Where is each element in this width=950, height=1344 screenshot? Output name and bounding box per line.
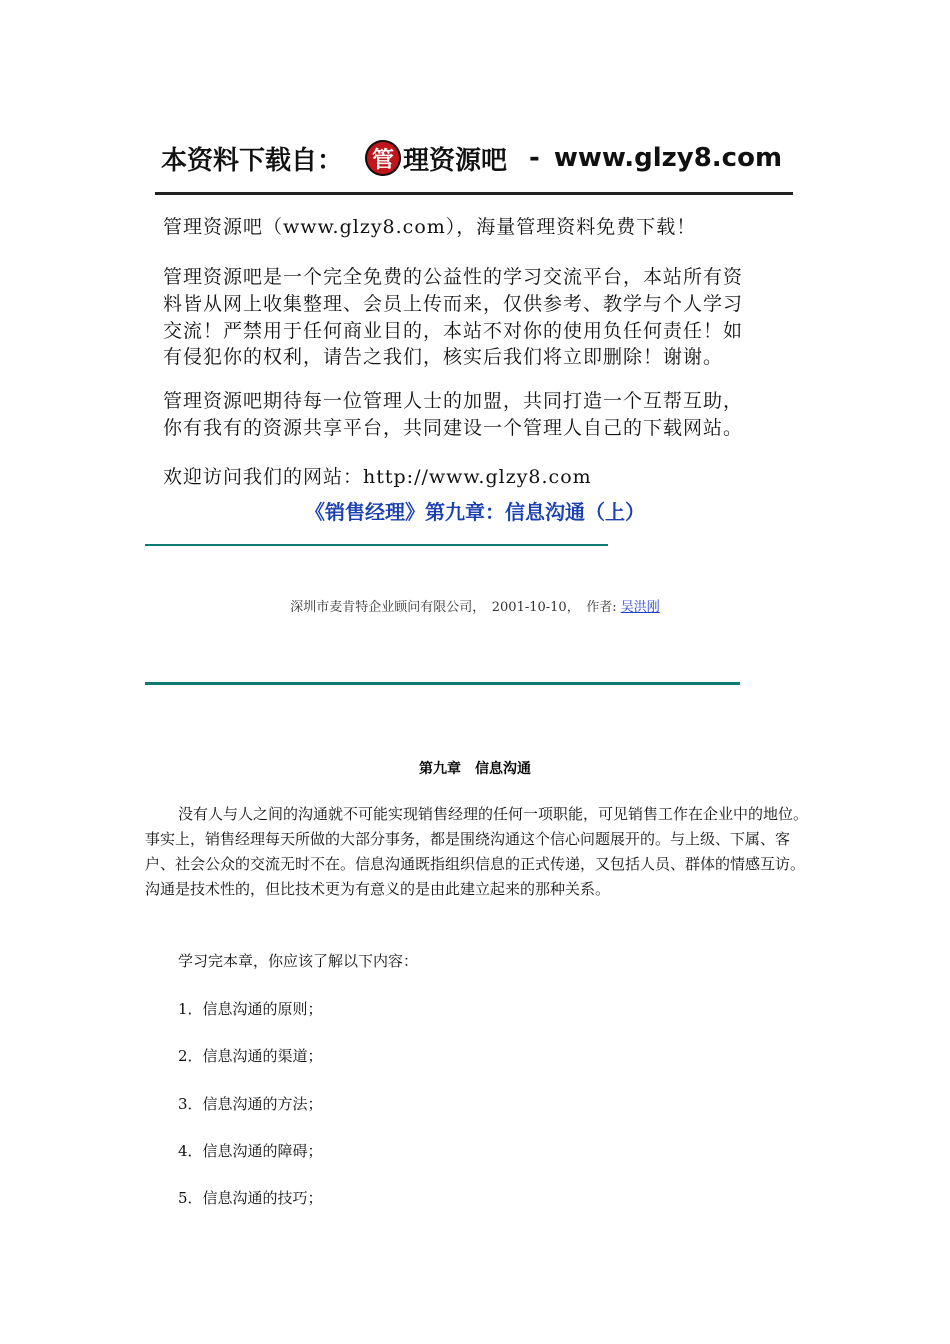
lead-in-text: 学习完本章，你应该了解以下内容： bbox=[178, 952, 419, 970]
meta-divider bbox=[145, 682, 740, 685]
banner-dash: - bbox=[529, 143, 540, 173]
download-banner bbox=[155, 128, 795, 490]
meta-text: 深圳市麦肯特企业顾问有限公司， 2001-10-10， 作者: bbox=[290, 600, 621, 615]
banner-disclaimer-line: 料皆从网上收集整理、会员上传而来，仅供参考、教学与个人学习 bbox=[163, 293, 744, 315]
list-item: 2．信息沟通的渠道； bbox=[178, 1047, 323, 1065]
list-item: 5．信息沟通的技巧； bbox=[178, 1189, 323, 1207]
author-link[interactable]: 吴洪刚 bbox=[620, 600, 660, 615]
banner-title-prefix: 本资料下载自： bbox=[161, 145, 344, 176]
banner-invite-line: 你有我有的资源共享平台，共同建设一个管理人自己的下载网站。 bbox=[163, 417, 744, 439]
banner-url: www.glzy8.com bbox=[553, 143, 783, 173]
banner-disclaimer-line: 有侵犯你的权利，请告之我们，核实后我们将立即删除！谢谢。 bbox=[163, 346, 724, 368]
banner-title bbox=[161, 136, 782, 180]
title-divider bbox=[145, 544, 608, 546]
article-meta bbox=[0, 596, 950, 615]
banner-disclaimer-line: 交流！严禁用于任何商业目的，本站不对你的使用负任何责任！如 bbox=[163, 320, 744, 342]
list-item: 4．信息沟通的障碍； bbox=[178, 1142, 323, 1160]
list-item: 3．信息沟通的方法； bbox=[178, 1095, 323, 1113]
banner-brand: 理资源吧 bbox=[403, 145, 508, 176]
banner-disclaimer-line: 管理资源吧是一个完全免费的公益性的学习交流平台，本站所有资 bbox=[163, 266, 744, 288]
banner-visit-line: 欢迎访问我们的网站：http://www.glzy8.com bbox=[163, 466, 592, 488]
chapter-heading: 第九章 信息沟通 bbox=[419, 761, 531, 777]
banner-divider bbox=[155, 192, 793, 195]
intro-paragraph: 没有人与人之间的沟通就不可能实现销售经理的任何一项职能，可见销售工作在企业中的地位。事实上，销售经理每天所做的大部分事务，都是围绕沟通这个信心问题展开的。与上级、下属、客户、社会公众的交流无时不在。信息沟通既指组织信息的正式传递，又包括人员、群体的情感互访。沟通是技术性的，但比技术更为有意义的是由此建立起来的那种关系。 bbox=[145, 805, 809, 898]
banner-tagline: 管理资源吧（www.glzy8.com），海量管理资料免费下载！ bbox=[163, 216, 697, 238]
banner-invite-line: 管理资源吧期待每一位管理人士的加盟，共同打造一个互帮互助， bbox=[163, 390, 744, 412]
list-item: 1．信息沟通的原则； bbox=[178, 1000, 323, 1018]
document-title: 《销售经理》第九章：信息沟通（上） bbox=[305, 500, 645, 524]
site-logo-icon: 管 bbox=[365, 140, 401, 176]
